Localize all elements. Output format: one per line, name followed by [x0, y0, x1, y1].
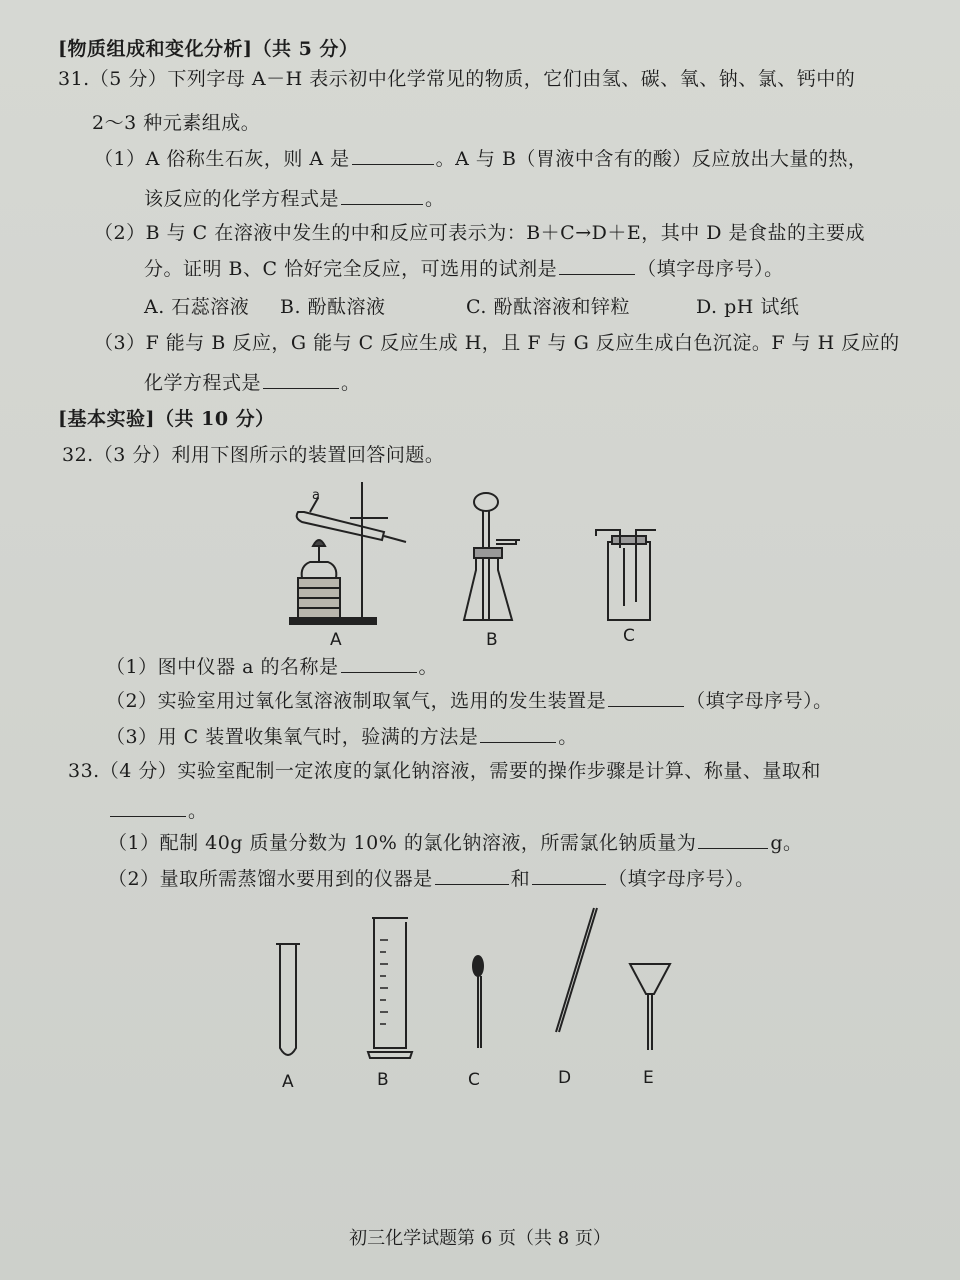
- q31-part3-line2: [144, 368, 361, 395]
- q32-part3: [106, 722, 578, 749]
- answer-blank[interactable]: [341, 203, 423, 205]
- gas-bottle-icon: [596, 530, 656, 620]
- instrument-label-b: B: [377, 1070, 389, 1090]
- q33-part1-text-a: （1）配制 40g 质量分数为 10% 的氯化钠溶液，所需氯化钠质量为: [108, 832, 697, 854]
- q32-apparatus-figure: [280, 478, 680, 650]
- q32-part2-text-a: （2）实验室用过氧化氢溶液制取氧气，选用的发生装置是: [106, 690, 607, 712]
- graduated-cylinder-icon: [368, 918, 412, 1058]
- q33-part1-text-b: g。: [770, 832, 803, 854]
- q31-part3-text-a: 化学方程式是: [144, 372, 262, 394]
- q31-stem-line1: 31.（5 分）下列字母 A－H 表示初中化学常见的物质，它们由氢、碳、氧、钠、氯、钙中的: [58, 68, 856, 90]
- q31-part1-text-a: （1）A 俗称生石灰，则 A 是: [94, 148, 350, 170]
- q32-part1-text-b: 。: [418, 656, 439, 678]
- q33-stem-text: 。: [188, 800, 208, 822]
- q33-part1: [108, 828, 803, 855]
- answer-blank[interactable]: [532, 883, 606, 885]
- dropper-icon: [473, 956, 483, 1048]
- answer-blank[interactable]: [608, 705, 684, 707]
- instrument-label-a: A: [282, 1072, 294, 1092]
- q32-part3-text-a: （3）用 C 装置收集氧气时，验满的方法是: [106, 726, 479, 748]
- q31-part1-text-d: 。: [425, 188, 445, 210]
- q33-instruments-figure: [260, 900, 690, 1068]
- option-a: A. 石蕊溶液: [144, 296, 250, 318]
- q31-part3-text-b: 。: [341, 372, 361, 394]
- q31-part2-text-b: （填字母序号）。: [637, 258, 784, 280]
- page-footer: 初三化学试题第 6 页（共 8 页）: [349, 1228, 611, 1249]
- answer-blank[interactable]: [559, 273, 635, 275]
- figure-label-b: B: [486, 630, 498, 650]
- q31-part1-text-c: 该反应的化学方程式是: [144, 188, 340, 210]
- conical-flask-funnel-icon: [464, 493, 520, 620]
- section-title-basic-experiment: [基本实验]（共 10 分）: [58, 408, 275, 430]
- section-title-analysis: [物质组成和变化分析]（共 5 分）: [58, 38, 359, 60]
- q32-part1-text-a: （1）图中仪器 a 的名称是: [106, 656, 339, 678]
- q33-part2-text-c: （填字母序号）。: [608, 868, 755, 890]
- answer-blank[interactable]: [435, 883, 509, 885]
- answer-blank[interactable]: [110, 815, 186, 817]
- glass-rod-icon: [556, 908, 597, 1032]
- q31-part1-line2: [144, 184, 445, 211]
- answer-blank[interactable]: [480, 741, 556, 743]
- q31-part2-line1: （2）B 与 C 在溶液中发生的中和反应可表示为：B＋C→D＋E，其中 D 是食盐的主要成: [94, 222, 866, 244]
- q32-part1: [106, 652, 438, 679]
- instrument-a-label: a: [312, 488, 320, 503]
- q32-part2: [106, 686, 833, 713]
- answer-blank[interactable]: [263, 387, 339, 389]
- figure-label-a: A: [330, 630, 342, 650]
- answer-blank[interactable]: [352, 163, 434, 165]
- q31-part3-line1: （3）F 能与 B 反应，G 能与 C 反应生成 H，且 F 与 G 反应生成白色沉淀。F 与 H 反应的: [94, 332, 900, 354]
- funnel-icon: [630, 964, 670, 1050]
- q31-part2-line2: [144, 254, 784, 281]
- figure-label-c: C: [623, 626, 635, 646]
- test-tube-icon: [276, 944, 300, 1055]
- option-b: B. 酚酞溶液: [280, 296, 386, 318]
- test-tube-heating-icon: [297, 498, 406, 542]
- option-c: C. 酚酞溶液和锌粒: [466, 296, 630, 318]
- q33-part2-text-b: 和: [510, 868, 531, 890]
- q31-stem-line2: 2～3 种元素组成。: [92, 112, 261, 134]
- q32-part3-text-b: 。: [558, 726, 578, 748]
- option-d: D. pH 试纸: [696, 296, 800, 318]
- q33-part2-text-a: （2）量取所需蒸馏水要用到的仪器是: [108, 868, 433, 890]
- q33-stem-line2: [108, 796, 208, 823]
- q33-stem-line1: 33.（4 分）实验室配制一定浓度的氯化钠溶液，需要的操作步骤是计算、称量、量取和: [68, 760, 821, 782]
- alcohol-lamp-icon: [298, 540, 340, 618]
- instrument-label-e: E: [643, 1068, 654, 1088]
- q32-stem: 32.（3 分）利用下图所示的装置回答问题。: [62, 444, 445, 466]
- q31-part1-text-b: 。A 与 B（胃液中含有的酸）反应放出大量的热，: [435, 148, 868, 170]
- q32-part2-text-b: （填字母序号）。: [686, 690, 833, 712]
- q31-part1-line1: [94, 144, 867, 171]
- answer-blank[interactable]: [698, 847, 768, 849]
- q31-part2-text-a: 分。证明 B、C 恰好完全反应，可选用的试剂是: [144, 258, 558, 280]
- instrument-label-d: D: [558, 1068, 572, 1088]
- answer-blank[interactable]: [341, 671, 417, 673]
- q33-part2: [108, 864, 755, 891]
- instrument-label-c: C: [468, 1070, 480, 1090]
